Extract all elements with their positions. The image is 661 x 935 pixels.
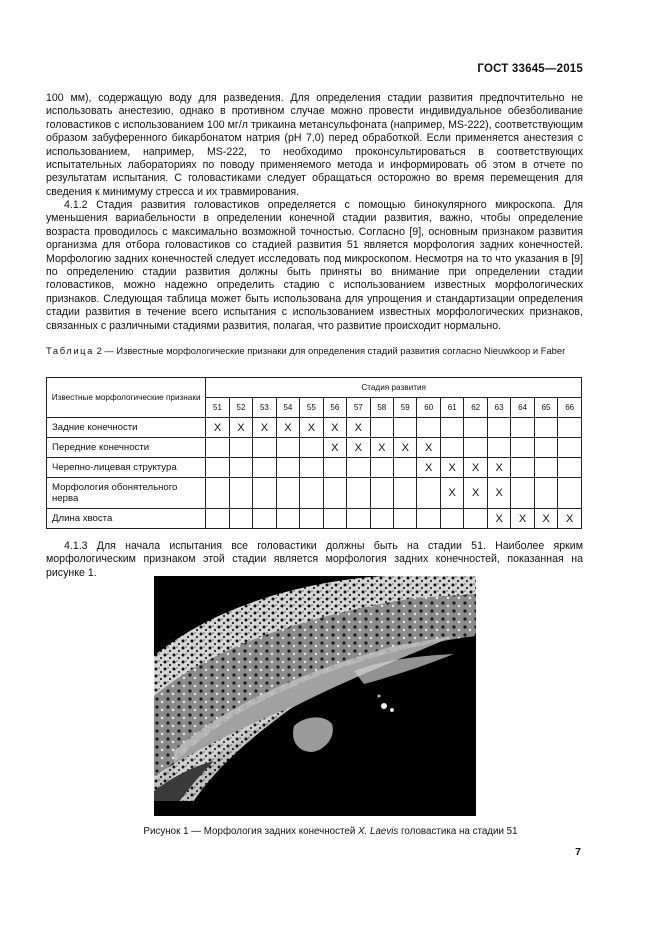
- stage-mark-cell: [394, 418, 417, 438]
- stage-number: 62: [464, 398, 487, 418]
- stage-mark-cell: X: [487, 478, 510, 509]
- stage-mark-cell: [394, 509, 417, 529]
- feature-label: Задние конечности: [47, 418, 206, 438]
- stage-mark-cell: [558, 438, 582, 458]
- stage-mark-cell: [253, 458, 276, 478]
- stage-mark-cell: [253, 478, 276, 509]
- stage-mark-cell: [370, 458, 393, 478]
- stage-number: 54: [276, 398, 299, 418]
- stage-number: 66: [558, 398, 582, 418]
- stage-mark-cell: [229, 458, 252, 478]
- table-row: [47, 509, 582, 529]
- stage-mark-cell: [276, 438, 299, 458]
- stage-mark-cell: [300, 458, 323, 478]
- stage-mark-cell: [558, 418, 582, 438]
- stage-mark-cell: [347, 478, 370, 509]
- stage-mark-cell: [511, 438, 534, 458]
- stage-number: 60: [417, 398, 440, 418]
- stage-mark-cell: [370, 478, 393, 509]
- stage-mark-cell: [417, 509, 440, 529]
- stage-mark-cell: [417, 418, 440, 438]
- stage-number: 58: [370, 398, 393, 418]
- stage-mark-cell: [206, 509, 229, 529]
- paragraph-4-1-2: 4.1.2 Стадия развития головастиков определяется с помощью бинокулярного микроскопа. Для уменьшения вариабельности в определении конечной стадии развития, важно, чтобы определение возраста проводилось с максимально возможной точностью. Согласно [9], основным признаком развития организма для отбора головастиков со стадией развития 51 является морфология задних конечностей. Морфологию задних конечностей следует исследовать под микроскопом. Несмотря на то что указания в [9] по определению стадии развития должны быть приняты во внимание при определении стадии головастиков, можно надежно определить стадию с использованием известных морфологических признаков. Следующая таблица может быть использована для упрощения и стандартизации определения стадии развития в течение всего испытания с использованием известных морфологических признаков, связанных с различными стадиями развития, полагая, что развитие происходит нормально.: [46, 199, 583, 332]
- stage-mark-cell: [487, 438, 510, 458]
- stage-mark-cell: [300, 438, 323, 458]
- table-caption-text: 2 — Известные морфологические признаки для определения стадий развития согласно Nieuwkoop и Faber: [93, 345, 566, 356]
- stage-mark-cell: X: [394, 438, 417, 458]
- stage-mark-cell: X: [440, 478, 463, 509]
- stage-number: 57: [347, 398, 370, 418]
- stage-mark-cell: X: [487, 509, 510, 529]
- stage-mark-cell: [276, 478, 299, 509]
- stage-mark-cell: [300, 478, 323, 509]
- stage-number: 65: [534, 398, 557, 418]
- table-caption-prefix: Таблица: [46, 345, 94, 356]
- stage-mark-cell: X: [206, 418, 229, 438]
- stage-mark-cell: X: [464, 458, 487, 478]
- stage-mark-cell: [206, 438, 229, 458]
- paragraph-4-1-3: 4.1.3 Для начала испытания все головастики должны быть на стадии 51. Наиболее ярким морфологическим признаком этой стадии является морфология задних конечностей, показанная на рисунке 1.: [46, 540, 583, 579]
- stage-number: 52: [229, 398, 252, 418]
- stage-mark-cell: [300, 509, 323, 529]
- stage-mark-cell: [440, 418, 463, 438]
- stage-mark-cell: [464, 509, 487, 529]
- table-row: [47, 418, 582, 438]
- table-caption: [46, 345, 586, 357]
- feature-label: Черепно-лицевая структура: [47, 458, 206, 478]
- stage-mark-cell: X: [511, 509, 534, 529]
- stage-mark-cell: X: [440, 458, 463, 478]
- stage-mark-cell: [370, 418, 393, 438]
- stage-mark-cell: [229, 478, 252, 509]
- stage-mark-cell: [370, 509, 393, 529]
- stage-mark-cell: [511, 418, 534, 438]
- stage-mark-cell: X: [347, 438, 370, 458]
- document-code: ГОСТ 33645—2015: [477, 63, 583, 75]
- stage-mark-cell: X: [323, 438, 346, 458]
- stage-mark-cell: [487, 418, 510, 438]
- stage-mark-cell: X: [229, 418, 252, 438]
- stage-mark-cell: [347, 509, 370, 529]
- stage-number: 53: [253, 398, 276, 418]
- stage-mark-cell: [253, 509, 276, 529]
- stage-mark-cell: [464, 438, 487, 458]
- paragraph-anesthesia: 100 мм), содержащую воду для разведения. Для определения стадии развития предпочтительно не использовать анестезию, однако в противном случае можно провести индивидуальное обезболивание головастиков с использованием 100 мг/л трикаина метансульфоната (например, MS-222), соответствующим образом забуференного бикарбонатом натрия (pH 7,0) перед обработкой. Если применяется анестезия с использованием, например, MS-222, то необходимо проконсультироваться в соответствующих испытательных лабораториях по поводу применяемого метода и информировать об этом в отчете по результатам испытания. С головастиками следует обращаться осторожно во время перемещения для сведения к минимуму стресса и их травмирования.: [46, 92, 583, 198]
- stage-mark-cell: X: [276, 418, 299, 438]
- stage-mark-cell: X: [347, 418, 370, 438]
- stage-mark-cell: X: [253, 418, 276, 438]
- stage-mark-cell: [394, 458, 417, 478]
- stage-mark-cell: [394, 478, 417, 509]
- stage-mark-cell: X: [558, 509, 582, 529]
- col-header-features: Известные морфологические признаки: [47, 378, 206, 418]
- stage-mark-cell: [558, 478, 582, 509]
- stage-mark-cell: [417, 478, 440, 509]
- stage-mark-cell: [347, 458, 370, 478]
- table-row: [47, 458, 582, 478]
- stage-mark-cell: X: [370, 438, 393, 458]
- stage-mark-cell: [229, 509, 252, 529]
- stage-mark-cell: [253, 438, 276, 458]
- stage-mark-cell: X: [487, 458, 510, 478]
- stage-mark-cell: X: [417, 438, 440, 458]
- stage-mark-cell: [534, 458, 557, 478]
- stage-mark-cell: [323, 509, 346, 529]
- stage-mark-cell: X: [464, 478, 487, 509]
- stage-mark-cell: X: [323, 418, 346, 438]
- stage-mark-cell: [206, 458, 229, 478]
- col-header-stage: Стадия развития: [206, 378, 582, 398]
- stage-mark-cell: [440, 509, 463, 529]
- stage-number: 64: [511, 398, 534, 418]
- stage-mark-cell: X: [300, 418, 323, 438]
- stage-mark-cell: X: [417, 458, 440, 478]
- feature-label: Длина хвоста: [47, 509, 206, 529]
- stage-mark-cell: X: [534, 509, 557, 529]
- stage-mark-cell: [534, 478, 557, 509]
- table-row: [47, 438, 582, 458]
- stage-mark-cell: [229, 438, 252, 458]
- stage-number: 55: [300, 398, 323, 418]
- figure-caption-species: X. Laevis: [358, 826, 399, 837]
- micrograph-image: [154, 576, 476, 816]
- morphology-stage-table: [46, 377, 582, 529]
- figure-caption: [0, 826, 661, 837]
- stage-number: 63: [487, 398, 510, 418]
- stage-mark-cell: [206, 478, 229, 509]
- feature-label: Передние конечности: [47, 438, 206, 458]
- stage-number: 51: [206, 398, 229, 418]
- table-row: [47, 478, 582, 509]
- stage-mark-cell: [276, 509, 299, 529]
- stage-mark-cell: [511, 458, 534, 478]
- stage-number: 59: [394, 398, 417, 418]
- page-number: 7: [575, 846, 581, 858]
- stage-mark-cell: [511, 478, 534, 509]
- stage-mark-cell: [464, 418, 487, 438]
- stage-mark-cell: [323, 458, 346, 478]
- tadpole-hindlimb-micrograph: [154, 576, 476, 816]
- stage-mark-cell: [534, 438, 557, 458]
- feature-label: Морфология обонятельного нерва: [47, 478, 206, 509]
- stage-mark-cell: [440, 438, 463, 458]
- stage-number: 56: [323, 398, 346, 418]
- stage-mark-cell: [323, 478, 346, 509]
- stage-mark-cell: [534, 418, 557, 438]
- stage-mark-cell: [276, 458, 299, 478]
- stage-number: 61: [440, 398, 463, 418]
- stage-mark-cell: [558, 458, 582, 478]
- figure-caption-suffix: головастика на стадии 51: [398, 826, 518, 837]
- figure-caption-prefix: Рисунок 1 — Морфология задних конечностей: [143, 826, 359, 837]
